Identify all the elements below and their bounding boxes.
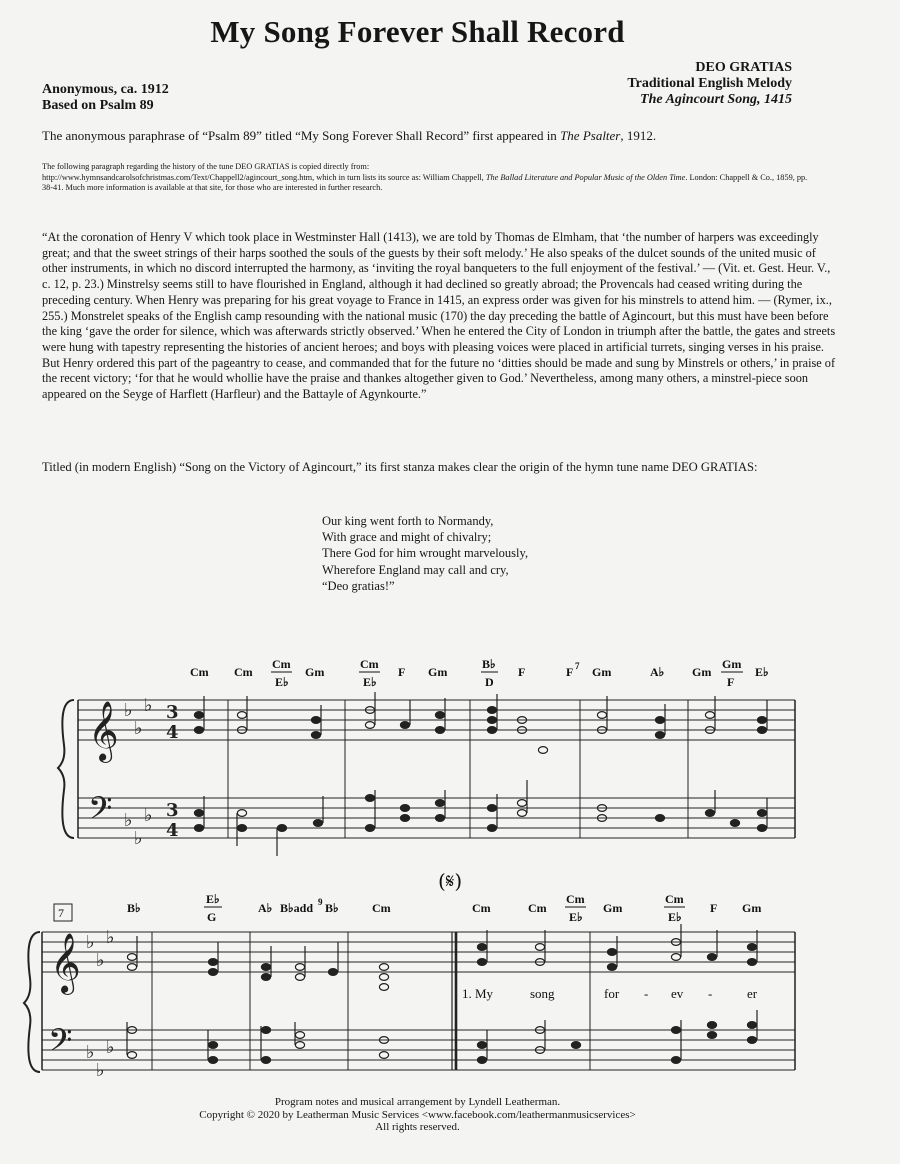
system-2-chords (127, 892, 761, 924)
flat-icon: ♭ (124, 700, 133, 721)
treble-clef-icon: 𝄞 (88, 701, 119, 761)
chord-symbol: E♭ (275, 675, 289, 689)
footer (0, 1096, 835, 1134)
bass-clef-icon: 𝄢 (48, 1022, 73, 1066)
flat-icon: ♭ (106, 927, 115, 948)
flat-icon: ♭ (144, 695, 153, 716)
tune-source: The Agincourt Song, 1415 (640, 92, 792, 107)
chord-extension: 7 (575, 661, 580, 671)
chord-symbol: Cm (272, 657, 291, 671)
flat-icon: ♭ (134, 828, 143, 849)
stanza-line: With grace and might of chivalry; (322, 530, 492, 545)
titled-paragraph: Titled (in modern English) “Song on the Victory of Agincourt,” its first stanza makes clear the origin of the hymn tune name DEO GRATIAS: (42, 460, 758, 474)
footer-copyright: Copyright © 2020 by Leatherman Music Services <www.facebook.com/leathermanmusicservices> (199, 1108, 636, 1121)
chord-symbol: Cm (665, 892, 684, 906)
chord-symbol: Gm (428, 665, 448, 679)
time-signature-top: 3 (166, 800, 179, 821)
lyric-syllable: - (708, 986, 713, 1001)
stanza-line: Wherefore England may call and cry, (322, 562, 509, 577)
chord-extension: 9 (318, 897, 323, 907)
intro-paragraph: The anonymous paraphrase of “Psalm 89” titled “My Song Forever Shall Record” first appeared in The Psalter, 1912. (42, 128, 657, 143)
chord-symbol: Gm (603, 901, 623, 915)
lyric-syllable: ev (671, 986, 684, 1001)
chord-symbol: F (566, 665, 574, 679)
lyric-syllable: 1. My (462, 986, 494, 1001)
stanza-line: “Deo gratias!” (322, 578, 395, 593)
chord-symbol: F (710, 901, 718, 915)
bass-clef-icon: 𝄢 (88, 790, 113, 834)
source-psalm-line: Based on Psalm 89 (42, 98, 154, 113)
chord-symbol: B♭ (127, 901, 141, 915)
chord-symbol: A♭ (650, 665, 665, 679)
flat-icon: ♭ (124, 810, 133, 831)
footer-credit: Program notes and musical arrangement by Lyndell Leatherman. (274, 1096, 561, 1108)
flat-icon: ♭ (106, 1037, 115, 1058)
chord-symbol: E♭ (206, 892, 220, 906)
chord-symbol: E♭ (668, 910, 682, 924)
chord-symbol: Cm (566, 892, 585, 906)
source-note: The following paragraph regarding the history of the tune DEO GRATIAS is copied directly from: http://www.hymnsandcarolsofchristmas.com/Text/Chappell2/agincourt_song.htm, which in turn lists its source as: William Chappell, The Ballad Literature and Popular Music of the Olden Time. London: Chappell & Co., 1859, pp. 38-41. Much more information is available at that site, for those who are interested in further research. (42, 162, 808, 192)
flat-icon: ♭ (96, 950, 105, 971)
chord-symbol: F (398, 665, 406, 679)
chord-symbol: F (727, 675, 735, 689)
footer-rights: All rights reserved. (375, 1121, 460, 1133)
chord-symbol: B♭ (325, 901, 339, 915)
chord-symbol: Gm (592, 665, 612, 679)
lyric-syllable: song (530, 986, 555, 1001)
chord-symbol: Cm (528, 901, 547, 915)
stanza-line: Our king went forth to Normandy, (322, 514, 494, 528)
chord-symbol: Cm (190, 665, 209, 679)
chord-symbol: Cm (360, 657, 379, 671)
page-title: My Song Forever Shall Record (210, 14, 625, 49)
lyrics (462, 986, 758, 1001)
tune-name: DEO GRATIAS (695, 60, 792, 75)
history-quote: “At the coronation of Henry V which took place in Westminster Hall (1413), we are told by Thomas de Elmham, that ‘the number of harpers was exceedingly great; and that the sweet strings of their harps soothed the souls of the guests by their soft melody.’ He also speaks of the dulcet sounds of the united music of other instruments, in which no discord interrupted the harmony, as ‘inviting the royal banqueters to the full enjoyment of the festival.’ — (Vit. et. Gest. Heur. V., c. 12, p. 23.) Minstrelsy seems still to have flourished in England, although it had declined so greatly abroad; the Provencals had ceased writing during the preceding century. When Henry was preparing for his great voyage to France in 1415, an express order was given for his minstrels to attend him. — (Rymer, ix., 255.) Monstrelet speaks of the English camp resounding with the national music (170) the day preceding the battle of Agincourt, but this must have been before the king ‘gave the order for silence, which was afterwards strictly observed.’ When he entered the City of London in triumph after the battle, the gates and streets were hung with tapestry representing the histories of ancient heroes; and boys with pleasing voices were placed in artificial turrets, singing verses in his praise. But Henry ordered this part of the pageantry to cease, and commanded that for the future no ‘ditties should be made and sung by Minstrels or others,’ in praise of the recent victory; ‘for that he would whollie have the praise and thankes altogether given to God.’ Nevertheless, among many others, a minstrel-piece soon appeared on the Seyge of Harflett (Harfleur) and the Battayle of Agynkourte.” (42, 230, 836, 402)
flat-icon: ♭ (86, 1042, 95, 1063)
chord-symbol: Cm (234, 665, 253, 679)
chord-symbol: D (485, 675, 494, 689)
chord-symbol: E♭ (363, 675, 377, 689)
chord-symbol: Cm (372, 901, 391, 915)
flat-icon: ♭ (134, 718, 143, 739)
chord-symbol: Gm (692, 665, 712, 679)
segno-icon: (𝄋) (438, 869, 463, 893)
chord-symbol: F (518, 665, 526, 679)
lyric-syllable: - (644, 986, 649, 1001)
lyric-syllable: er (747, 986, 758, 1001)
author-line: Anonymous, ca. 1912 (42, 82, 169, 97)
chord-symbol: E♭ (755, 665, 769, 679)
tune-melody: Traditional English Melody (627, 76, 792, 91)
chord-symbol: B♭ (482, 657, 496, 671)
chord-symbol: Gm (742, 901, 762, 915)
treble-clef-icon: 𝄞 (50, 933, 81, 993)
chord-symbol: E♭ (569, 910, 583, 924)
time-signature-top: 3 (166, 702, 179, 723)
time-signature-bottom: 4 (166, 820, 179, 841)
time-signature-bottom: 4 (166, 722, 179, 743)
system-1-notes (194, 692, 767, 856)
lyric-syllable: for (604, 986, 620, 1001)
flat-icon: ♭ (144, 805, 153, 826)
system-1-signs (88, 695, 179, 849)
chord-symbol: Gm (722, 657, 742, 671)
chord-symbol: A♭ (258, 901, 273, 915)
measure-number: 7 (58, 906, 64, 920)
chord-symbol: G (207, 910, 217, 924)
stanza-line: There God for him wrought marvelously, (322, 546, 529, 561)
system-2-signs (48, 927, 115, 1081)
chord-symbol: Cm (472, 901, 491, 915)
chord-symbol: Gm (305, 665, 325, 679)
flat-icon: ♭ (96, 1060, 105, 1081)
chord-symbol: B♭add (280, 901, 314, 915)
system-1-chords (190, 657, 769, 689)
flat-icon: ♭ (86, 932, 95, 953)
system-2-notes (127, 924, 757, 1063)
